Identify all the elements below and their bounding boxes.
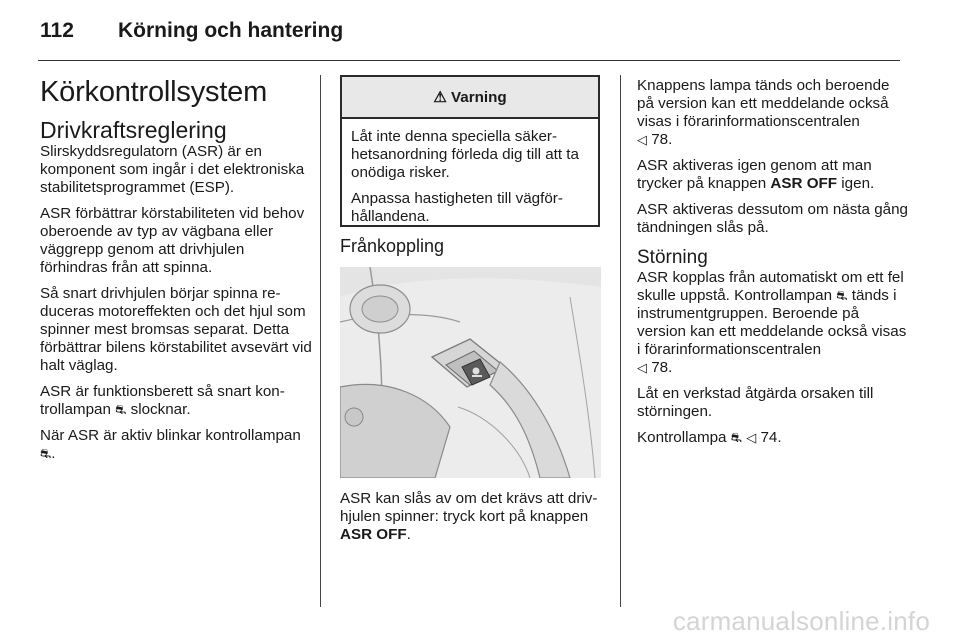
paragraph-text: ASR aktiveras igen genom att man trycker på knappen — [637, 157, 872, 192]
column-divider-1 — [320, 75, 321, 607]
subsection-heading: Störning — [637, 247, 708, 268]
paragraph-text: ASR kopplas från automatiskt om ett fel skulle uppstå. Kontrollampan — [637, 269, 904, 304]
warning-header — [342, 77, 598, 119]
paragraph — [637, 157, 909, 193]
button-name: ASR OFF — [340, 526, 407, 543]
paragraph: Slirskyddsregulatorn (ASR) är en komponent som ingår i det elektroniska stabilitetsprogrammet (ESP). — [40, 143, 305, 196]
paragraph: ASR förbättrar körstabiliteten vid behov oberoende av typ av vägbana eller väggrepp genom att drivhjulen förhindras från att spinna. — [40, 205, 305, 276]
caption — [340, 490, 610, 552]
column-1 — [40, 76, 312, 471]
page-reference[interactable]: 78. — [651, 131, 673, 148]
paragraph-text: . — [51, 445, 56, 462]
warning-box — [340, 75, 600, 227]
paragraph: ASR aktiveras dessutom om nästa gång tändningen slås på. — [637, 201, 908, 236]
paragraph: Så snart drivhjulen börjar spinna reduceras motoreffekten och det hjul som spinner mest bromsas separat. Detta förbättrar bilens körstabilitet avsevärt vid halt väglag. — [40, 285, 312, 374]
traction-control-lamp-icon: ⛐ — [730, 430, 742, 445]
paragraph — [637, 269, 909, 377]
header-divider — [38, 60, 900, 61]
page-reference[interactable]: 78. — [651, 359, 673, 376]
paragraph — [637, 77, 909, 149]
page-reference-icon: ◁ — [637, 360, 647, 375]
paragraph — [637, 429, 909, 447]
warning-paragraph: Anpassa hastigheten till vägförhållandena. — [351, 190, 563, 225]
paragraph-text: slocknar. — [130, 401, 191, 418]
paragraph — [40, 383, 312, 419]
paragraph-text: Knappens lampa tänds och beroende på version kan ett meddelande också visas i förarinformationscentralen — [637, 77, 890, 130]
watermark: carmanualsonline.info — [672, 606, 930, 636]
paragraph-text: tänds i instrumentgruppen. Beroende på version kan ett meddelande också visas i förarinformationscentralen — [637, 287, 907, 358]
paragraph-text: Kontrollampa — [637, 429, 727, 446]
subsection-heading: Drivkraftsreglering — [40, 117, 227, 143]
paragraph-text: När ASR är aktiv blinkar kontrollampan — [40, 427, 301, 444]
traction-control-lamp-icon: ⛐ — [115, 402, 127, 417]
traction-control-lamp-icon: ⛐ — [836, 288, 848, 303]
traction-control-lamp-icon: ⛐ — [40, 446, 52, 461]
page-reference[interactable]: 74. — [760, 429, 782, 446]
subsection-heading: Frånkoppling — [340, 236, 445, 256]
warning-title: Varning — [450, 88, 507, 106]
button-name: ASR OFF — [770, 175, 838, 192]
warning-body — [342, 119, 598, 226]
warning-paragraph: Låt inte denna speciella säkerhetsanordning förleda dig till att ta onödiga risker. — [351, 128, 579, 181]
chapter-title: Körning och hantering — [118, 19, 344, 42]
page-number: 112 — [40, 19, 74, 42]
caption-text: . — [406, 526, 411, 543]
paragraph-text: ASR är funktionsberett så snart kontrollampan — [40, 383, 285, 418]
paragraph-text: igen. — [841, 175, 875, 192]
paragraph: Låt en verkstad åtgärda orsaken till störningen. — [637, 385, 874, 420]
asr-off-button-illustration — [340, 267, 601, 478]
caption-paragraph — [340, 490, 610, 544]
column-3 — [637, 77, 909, 455]
page-reference-icon: ◁ — [637, 132, 647, 147]
section-heading: Körkontrollsystem — [40, 76, 268, 108]
caption-text: ASR kan slås av om det krävs att drivhjulen spinner: tryck kort på knappen — [340, 490, 598, 525]
column-divider-2 — [620, 75, 621, 607]
warning-triangle-icon: ⚠ — [433, 89, 447, 106]
paragraph — [40, 427, 312, 463]
page-reference-icon: ◁ — [746, 430, 757, 445]
console-drawing — [340, 267, 601, 478]
